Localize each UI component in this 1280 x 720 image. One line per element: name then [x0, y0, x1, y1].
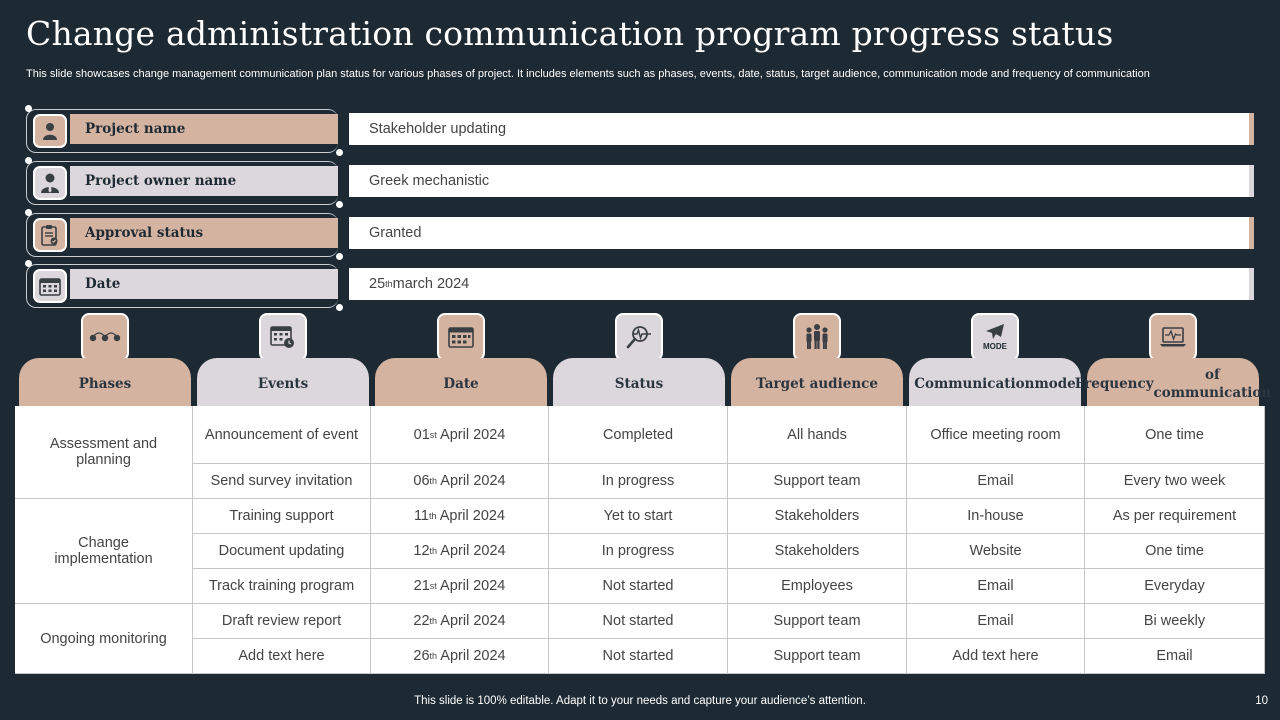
audience-cell: All hands — [728, 406, 907, 464]
info-row-approval-status — [26, 213, 1256, 257]
audience-cell: Employees — [728, 569, 907, 604]
mode-cell: Office meeting room — [907, 406, 1085, 464]
date-day: 06 — [413, 473, 430, 489]
info-row-project-name — [26, 109, 1256, 153]
column-label: Status — [553, 358, 725, 406]
column-label: Date — [375, 358, 547, 406]
frequency-cell: One time — [1085, 406, 1265, 464]
date-rest: April 2024 — [437, 648, 506, 664]
magnifier-pulse-icon — [615, 313, 663, 361]
column-header-frequency — [1074, 313, 1272, 406]
mode-icon-text: MODE — [983, 342, 1007, 351]
date-day: 25 — [369, 276, 386, 292]
frequency-cell: As per requirement — [1085, 499, 1265, 534]
info-label: Project owner name — [70, 166, 338, 196]
date-day: 21 — [413, 578, 430, 594]
info-label: Date — [70, 269, 338, 299]
mode-cell: Add text here — [907, 639, 1085, 674]
column-header-status — [553, 313, 725, 406]
status-cell: In progress — [549, 464, 728, 499]
phase-cell: Ongoing monitoring — [15, 604, 193, 674]
date-day: 26 — [413, 648, 430, 664]
date-rest: April 2024 — [436, 426, 506, 443]
date-cell: 06 th April 2024 — [371, 464, 549, 499]
mode-cell: In-house — [907, 499, 1085, 534]
date-rest: April 2024 — [437, 543, 506, 559]
slide-subtitle: This slide showcases change management communication plan status for various phases of project. It includes elements such as phases, events, date, status, target audience, communication mode and frequency of communication — [26, 68, 1150, 80]
frequency-cell: One time — [1085, 534, 1265, 569]
date-rest: April 2024 — [437, 613, 506, 629]
date-cell: 22 th April 2024 — [371, 604, 549, 639]
phase-cell: Assessment and planning — [15, 406, 193, 499]
column-label-line1: Communication — [914, 376, 1035, 392]
date-rest: April 2024 — [437, 473, 506, 489]
event-cell: Announcement of event — [193, 406, 371, 464]
audience-cell: Stakeholders — [728, 499, 907, 534]
status-cell: Not started — [549, 604, 728, 639]
business-person-icon — [33, 166, 67, 200]
slide-title: Change administration communication program progress status — [26, 14, 1114, 53]
approval-status-value: Granted — [349, 217, 1254, 249]
calendar-icon — [33, 269, 67, 303]
event-cell: Training support — [193, 499, 371, 534]
mode-cell: Website — [907, 534, 1085, 569]
date-day: 01 — [413, 426, 430, 443]
column-label — [909, 358, 1081, 406]
mode-cell: Email — [907, 604, 1085, 639]
date-rest: April 2024 — [436, 578, 506, 594]
calendar-icon — [437, 313, 485, 361]
status-cell: Completed — [549, 406, 728, 464]
phase-cell: Change implementation — [15, 499, 193, 604]
date-cell: 21 st April 2024 — [371, 569, 549, 604]
audience-cell: Support team — [728, 639, 907, 674]
status-table — [15, 406, 1265, 674]
mode-cell: Email — [907, 569, 1085, 604]
project-name-value: Stakeholder updating — [349, 113, 1254, 145]
date-cell: 12 th April 2024 — [371, 534, 549, 569]
status-cell: Not started — [549, 639, 728, 674]
frequency-cell: Every two week — [1085, 464, 1265, 499]
clipboard-icon — [33, 218, 67, 252]
date-rest: march 2024 — [392, 276, 470, 292]
team-icon — [793, 313, 841, 361]
info-label: Approval status — [70, 218, 338, 248]
info-label: Project name — [70, 114, 338, 144]
person-icon — [33, 114, 67, 148]
laptop-pulse-icon — [1149, 313, 1197, 361]
date-value: 25 th march 2024 — [349, 268, 1254, 300]
column-header-date — [375, 313, 547, 406]
column-label: Target audience — [731, 358, 903, 406]
date-day: 11 — [413, 508, 429, 524]
column-header-target-audience — [731, 313, 903, 406]
column-label-line1: Frequency — [1074, 376, 1154, 392]
mode-cell: Email — [907, 464, 1085, 499]
event-cell: Send survey invitation — [193, 464, 371, 499]
column-label: Phases — [19, 358, 191, 406]
event-cell: Add text here — [193, 639, 371, 674]
date-cell: 11 th April 2024 — [371, 499, 549, 534]
date-cell: 26 th April 2024 — [371, 639, 549, 674]
date-cell: 01 st April 2024 — [371, 406, 549, 464]
column-label-line2: mode — [1034, 376, 1076, 392]
footer-text: This slide is 100% editable. Adapt it to your needs and capture your audience’s attention. — [414, 695, 866, 707]
info-row-date — [26, 264, 1256, 308]
status-cell: Yet to start — [549, 499, 728, 534]
date-day: 22 — [413, 613, 430, 629]
audience-cell: Stakeholders — [728, 534, 907, 569]
status-cell: In progress — [549, 534, 728, 569]
column-label — [1074, 358, 1272, 406]
audience-cell: Support team — [728, 464, 907, 499]
info-row-project-owner — [26, 161, 1256, 205]
airplane-mode-icon — [971, 313, 1019, 361]
frequency-cell: Everyday — [1085, 569, 1265, 604]
column-header-communication-mode — [909, 313, 1081, 406]
status-cell: Not started — [549, 569, 728, 604]
column-label: Events — [197, 358, 369, 406]
calendar-check-icon — [259, 313, 307, 361]
column-header-events — [197, 313, 369, 406]
frequency-cell: Bi weekly — [1085, 604, 1265, 639]
frequency-cell: Email — [1085, 639, 1265, 674]
column-label-line2: of communication — [1153, 367, 1272, 401]
date-day: 12 — [413, 543, 430, 559]
audience-cell: Support team — [728, 604, 907, 639]
event-cell: Document updating — [193, 534, 371, 569]
project-owner-value: Greek mechanistic — [349, 165, 1254, 197]
event-cell: Draft review report — [193, 604, 371, 639]
nodes-icon — [81, 313, 129, 361]
page-number: 10 — [1255, 695, 1268, 707]
column-header-phases — [19, 313, 191, 406]
date-rest: April 2024 — [436, 508, 506, 524]
event-cell: Track training program — [193, 569, 371, 604]
